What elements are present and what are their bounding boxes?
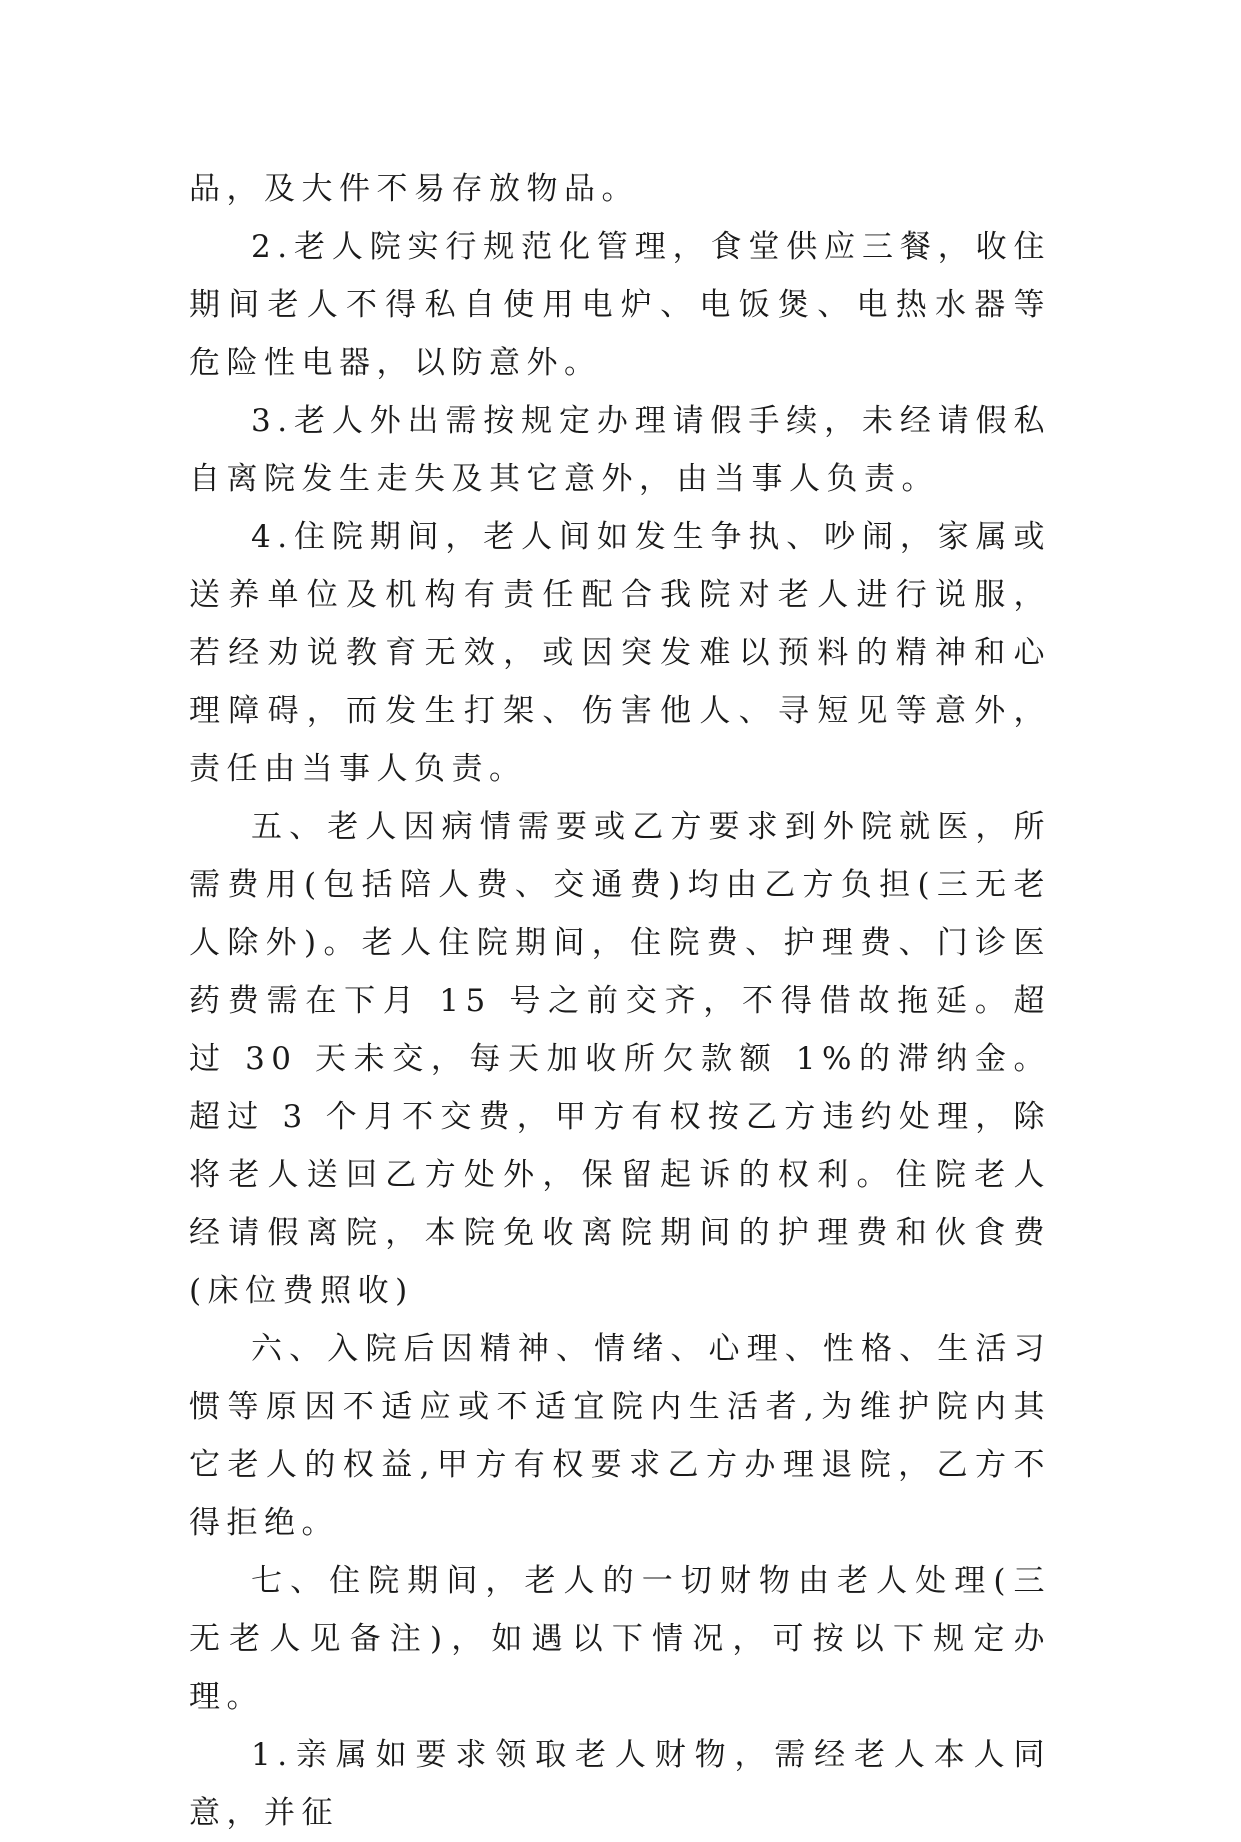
paragraph-continuation: 品，及大件不易存放物品。 [189,171,639,207]
paragraph-item-1: 1.亲属如要求领取老人财物，需经老人本人同意，并征 [189,1737,1051,1831]
document-body [189,160,1051,1842]
paragraph-section-5: 五、老人因病情需要或乙方要求到外院就医，所需费用(包括陪人费、交通费)均由乙方负担(三无老人除外)。老人住院期间，住院费、护理费、门诊医药费需在下月 15 号之前交齐，不得借故拖延。超过 30 天未交，每天加收所欠款额 1%的滞纳金。超过 3 个月不交费，甲方有权按乙方违约处理，除将老人送回乙方处外，保留起诉的权利。住院老人经请假离院，本院免收离院期间的护理费和伙食费(床位费照收) [189,809,1051,1309]
paragraph-item-3: 3.老人外出需按规定办理请假手续，未经请假私自离院发生走失及其它意外，由当事人负责。 [189,403,1051,497]
paragraph-section-6: 六、入院后因精神、情绪、心理、性格、生活习惯等原因不适应或不适宜院内生活者,为维护院内其它老人的权益,甲方有权要求乙方办理退院，乙方不得拒绝。 [189,1331,1051,1541]
paragraph-section-7: 七、住院期间，老人的一切财物由老人处理(三无老人见备注)，如遇以下情况，可按以下规定办理。 [189,1563,1051,1715]
paragraph-item-2: 2.老人院实行规范化管理，食堂供应三餐，收住期间老人不得私自使用电炉、电饭煲、电热水器等危险性电器，以防意外。 [189,229,1051,381]
paragraph-item-4: 4.住院期间，老人间如发生争执、吵闹，家属或送养单位及机构有责任配合我院对老人进行说服，若经劝说教育无效，或因突发难以预料的精神和心理障碍，而发生打架、伤害他人、寻短见等意外，责任由当事人负责。 [189,519,1051,787]
